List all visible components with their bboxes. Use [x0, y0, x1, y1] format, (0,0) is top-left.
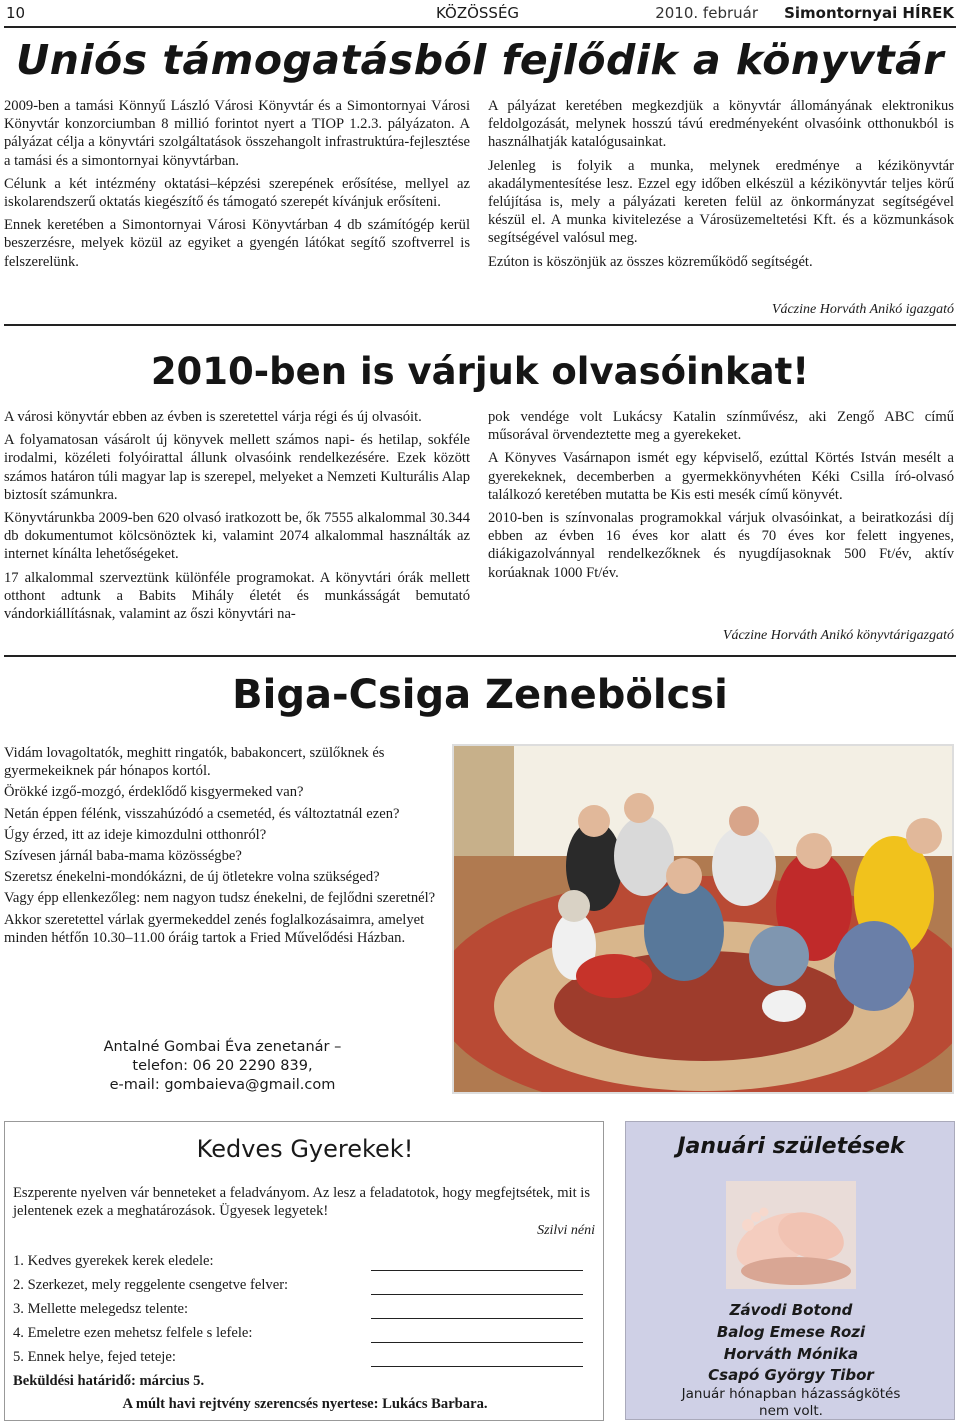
- article1-divider: [4, 324, 956, 326]
- article3-paragraph: Netán éppen félénk, visszahúzódó a csemetéd, és változtatnál ezen?: [4, 805, 400, 822]
- answer-line[interactable]: [371, 1270, 583, 1271]
- births-box: [625, 1121, 955, 1420]
- marriage-note-line: Január hónapban házasságkötés: [681, 1386, 901, 1402]
- article2-paragraph: A városi könyvtár ebben az évben is szeretettel várja régi és új olvasóit.: [4, 409, 422, 425]
- music-class-photo: [452, 744, 954, 1094]
- quiz-author: Szilvi néni: [537, 1223, 595, 1238]
- page-header: [6, 4, 954, 26]
- birth-name: Csapó György Tibor: [708, 1366, 874, 1385]
- contact-name: Antalné Gombai Éva zenetanár –: [103, 1039, 342, 1055]
- article1-paragraph: Jelenleg is folyik a munka, melynek eredménye a kézikönyvtár akadálymentesítése lesz. Ezzel egy időben elkészül a kézikönyvtár teljes körű felújítása is, mely a pályázati kereten felül az önkormányzat segítségével készül el. A munka kivitelezése a Városüzemeltetési Kft. és a közmunkások segítségével valósul meg.: [488, 157, 954, 247]
- birth-name: Závodi Botond: [729, 1301, 853, 1319]
- quiz-box: [4, 1121, 604, 1421]
- article2-left-column: [4, 408, 470, 628]
- header-rule: [4, 26, 956, 28]
- article1-right-column: [488, 97, 954, 276]
- article2-title: 2010-ben is várjuk olvasóinkat!: [150, 350, 810, 393]
- article2-paragraph: 2010-ben is színvonalas programokkal várjuk olvasóinkat, a beiratkozási díj ebben az évben 16 éves kor alatt és 70 éves kor felett ingyenes, diákigazolvánnyal rendelkezőknek és nyugdíjasoknak 500 Ft/év, aktív korúaknak 1000 Ft/év.: [488, 510, 954, 581]
- page-number: 10: [6, 4, 26, 22]
- quiz-question: 5. Ennek helye, fejed teteje:: [13, 1349, 176, 1365]
- births-names: [626, 1300, 956, 1387]
- article3-paragraph: Szeretsz énekelni-mondókázni, de új ötletekre volna szükséged?: [4, 869, 380, 886]
- article2-divider: [4, 655, 956, 657]
- quiz-question: 1. Kedves gyerekek kerek eledele:: [13, 1253, 214, 1269]
- quiz-deadline: Beküldési határidő: március 5.: [13, 1373, 205, 1389]
- contact-email: e-mail: gombaieva@gmail.com: [109, 1077, 336, 1093]
- quiz-question: 3. Mellette melegedsz telente:: [13, 1301, 189, 1317]
- article2-paragraph: A Könyves Vasárnapon ismét egy képviselő, ezúttal Körtés István mesélt a gyerekeknek, decemberben a gyermekkönyvhéten Kéki Csilla író-olvasó találkozó keretében mutatta be Kis esti mesék című könyvét.: [488, 450, 954, 503]
- publication-name: Simontornyai HÍREK: [784, 4, 954, 22]
- article1-left-column: [4, 97, 470, 276]
- article3-paragraph: Vagy épp ellenkezőleg: nem nagyon tudsz énekelni, de fejlődni szeretnél?: [4, 890, 436, 907]
- baby-feet-photo: [726, 1181, 856, 1289]
- article2-paragraph: pok vendége volt Lukácsy Katalin színművész, aki Zengő ABC című műsorával örvendeztette meg a gyerekeket.: [488, 409, 954, 444]
- article3-contact: [4, 1038, 441, 1095]
- answer-line[interactable]: [371, 1318, 583, 1319]
- article1-title: Uniós támogatásból fejlődik a könyvtár: [16, 36, 944, 84]
- quiz-intro: Eszperente nyelven vár benneteket a feladványom. Az lesz a feladatotok, hogy megfejtsétek, mit is jelentenek ezek a meghatározások. Ügyesek legyetek!: [13, 1185, 591, 1220]
- article3-paragraph: Szívesen járnál baba-mama közösségbe?: [4, 848, 242, 865]
- quiz-question: 2. Szerkezet, mely reggelente csengetve felver:: [13, 1277, 289, 1293]
- article1-paragraph: Ennek keretében a Simontornyai Városi Könyvtárban 4 db számítógép kerül beszerzésre, melyek közül az egyiket a gyengén látókat segítő szoftverrel is felszerelünk.: [4, 217, 470, 270]
- birth-name: Horváth Mónika: [723, 1344, 859, 1363]
- births-title: Januári születések: [677, 1134, 905, 1159]
- article3-paragraph: Örökké izgő-mozgó, érdeklődő kisgyermeked van?: [4, 784, 304, 801]
- answer-line[interactable]: [371, 1366, 583, 1367]
- quiz-winner: A múlt havi rejtvény szerencsés nyertese: Lukács Barbara.: [122, 1396, 488, 1412]
- article3-paragraph: Vidám lovagoltatók, meghitt ringatók, babakoncert, szülőknek és gyermekeiknek pár hónapos kortól.: [4, 745, 385, 780]
- marriage-note-line: nem volt.: [759, 1403, 823, 1419]
- article3-paragraph: Akkor szeretettel várlak gyermekeddel zenés foglalkozásaimra, amelyet minden hétfőn 10.30–11.00 óráig tartok a Fried Művelődési Házban.: [4, 911, 425, 946]
- article1-paragraph: 2009-ben a tamási Könnyű László Városi Könyvtár és a Simontornyai Városi Könyvtár konzorciumban 8 millió forintot nyert a TIOP 1.2.3. pályázaton. A pályázat célja a könyvtári szolgáltatások összehangolt infrastruktúra-fejlesztése a tamási és a simontornyai könyvtárban.: [4, 98, 470, 169]
- issue-date: 2010. február: [655, 4, 758, 22]
- answer-line[interactable]: [371, 1342, 583, 1343]
- article2-signature: Váczine Horváth Anikó könyvtárigazgató: [722, 628, 954, 643]
- article2-paragraph: 17 alkalommal szerveztünk különféle programokat. A könyvtári órák mellett otthont adtunk a Babits Mihály életét és munkásságát bemutató vándorkiállításnak, valamint az őszi könyvtári na-: [4, 569, 470, 623]
- article2-paragraph: A folyamatosan vásárolt új könyvek mellett számos napi- és hetilap, sokféle irodalmi, közéleti folyóirattal állunk olvasóink rendelkezésére. Ezek között számos határon túli magyar lap is szerepel, melyeket a Nemzeti Kulturális Alap biztosít számunkra.: [4, 432, 470, 503]
- birth-name: Balog Emese Rozi: [716, 1322, 866, 1341]
- article2-right-column: [488, 408, 954, 587]
- answer-line[interactable]: [371, 1294, 583, 1295]
- article1-signature: Váczine Horváth Anikó igazgató: [771, 302, 954, 317]
- quiz-title: Kedves Gyerekek!: [196, 1135, 414, 1163]
- marriage-note: [626, 1386, 956, 1420]
- section-name: KÖZÖSSÉG: [436, 4, 520, 22]
- article1-paragraph: Ezúton is köszönjük az összes közreműködő segítségét.: [488, 253, 813, 270]
- quiz-question: 4. Emeletre ezen mehetsz felfele s lefele:: [13, 1325, 253, 1341]
- article3-text-column: [4, 744, 441, 950]
- article2-paragraph: Könyvtárunkba 2009-ben 620 olvasó iratkozott be, ők 7555 alkalommal 30.344 db dokumentumot kölcsönöztek ki, valamint 2074 alkalommal használták az internet kínálta lehetőségeket.: [4, 510, 470, 563]
- article3-paragraph: Úgy érzed, itt az ideje kimozdulni otthonról?: [4, 826, 267, 843]
- contact-phone: telefon: 06 20 2290 839,: [132, 1058, 313, 1074]
- article1-paragraph: A pályázat keretében megkezdjük a könyvtár állományának elektronikus feldolgozását, melynek hosszú távú eredményeként olvasóink otthonukból is használhatják katalógusainkat.: [488, 98, 954, 151]
- article3-title: Biga-Csiga Zenebölcsi: [232, 672, 728, 718]
- article1-paragraph: Célunk a két intézmény oktatási–képzési szerepének erősítése, mellyel az iskolarendszerű oktatás kiegészítő és támogató szerepét kívánjuk erősíteni.: [4, 175, 470, 211]
